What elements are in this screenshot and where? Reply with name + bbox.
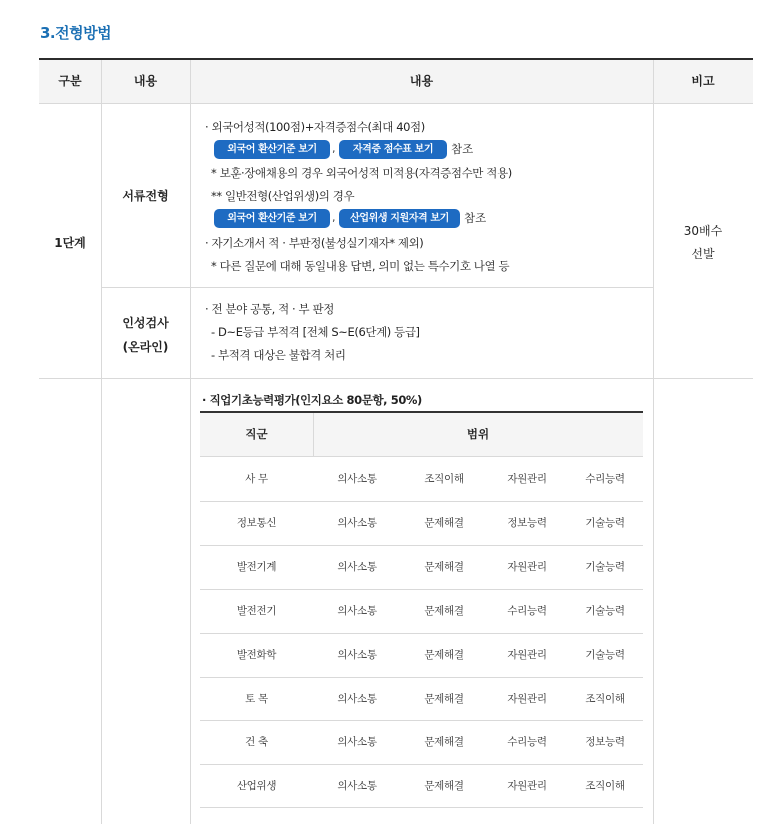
ncs-area: 자원관리 bbox=[507, 561, 547, 573]
ncs-area: 의사소통 bbox=[337, 605, 377, 617]
language-conversion-button-2[interactable]: 외국어 환산기준 보기 bbox=[214, 209, 330, 228]
ncs-area: 수리능력 bbox=[507, 605, 547, 617]
ncs-area: 의사소통 bbox=[337, 736, 377, 748]
ncs-area: 문제해결 bbox=[424, 605, 464, 617]
ncs-job: 발전화학 bbox=[236, 649, 277, 661]
ncs-area: 의사소통 bbox=[337, 780, 377, 792]
certificate-score-button[interactable]: 자격증 점수표 보기 bbox=[339, 140, 447, 159]
ncs-header-range: 범위 bbox=[466, 427, 490, 441]
personality-line-1: · 전 분야 공통, 적 · 부 판정 bbox=[205, 302, 334, 316]
ncs-job: 토 목 bbox=[245, 693, 268, 705]
row-divider bbox=[39, 103, 753, 104]
ncs-title: · 직업기초능력평가(인지요소 80문항, 50%) bbox=[202, 393, 422, 407]
stage-1-note-select: 선발 bbox=[691, 247, 715, 261]
ncs-area: 의사소통 bbox=[337, 473, 377, 485]
ncs-area: 문제해결 bbox=[424, 780, 464, 792]
ncs-area: 조직이해 bbox=[424, 473, 464, 485]
ncs-area: 정보능력 bbox=[507, 517, 547, 529]
col-divider bbox=[101, 60, 102, 824]
ncs-area: 기술능력 bbox=[585, 517, 625, 529]
ncs-area: 조직이해 bbox=[585, 693, 625, 705]
ncs-job: 발전기계 bbox=[236, 561, 277, 573]
header-detail: 내용 bbox=[409, 74, 434, 88]
ncs-job: 정보통신 bbox=[236, 517, 277, 529]
ncs-area: 자원관리 bbox=[507, 473, 547, 485]
industrial-hygiene-button[interactable]: 산업위생 지원자격 보기 bbox=[339, 209, 460, 228]
ncs-area: 문제해결 bbox=[424, 736, 464, 748]
language-conversion-button[interactable]: 외국어 환산기준 보기 bbox=[214, 140, 330, 159]
stage-1-label: 1단계 bbox=[54, 236, 86, 250]
ncs-job: 건 축 bbox=[245, 736, 268, 748]
ncs-job: 사 무 bbox=[245, 473, 268, 485]
stage-1-note-count: 30배수 bbox=[683, 224, 723, 238]
button-separator: , bbox=[332, 211, 336, 224]
doc-line-score: · 외국어성적(100점)+자격증점수(최대 40점) bbox=[205, 120, 425, 134]
ncs-header-job: 직군 bbox=[245, 427, 268, 441]
col-divider bbox=[653, 60, 654, 824]
ncs-area: 의사소통 bbox=[337, 517, 377, 529]
row-divider bbox=[101, 287, 653, 288]
ncs-area: 조직이해 bbox=[585, 780, 625, 792]
ncs-row-divider bbox=[200, 807, 643, 808]
section-title: 3.전형방법 bbox=[40, 24, 112, 42]
doc-line-essay-note: * 다른 질문에 대해 동일내용 답변, 의미 없는 특수기호 나열 등 bbox=[211, 259, 510, 273]
ncs-area: 문제해결 bbox=[424, 693, 464, 705]
doc-line-essay: · 자기소개서 적 · 부판정(불성실기재자* 제외) bbox=[205, 236, 424, 250]
personality-test-label: 인성검사 bbox=[122, 316, 169, 330]
ncs-area: 자원관리 bbox=[507, 780, 547, 792]
header-note: 비고 bbox=[691, 74, 715, 88]
ncs-area: 의사소통 bbox=[337, 693, 377, 705]
ncs-area: 자원관리 bbox=[507, 649, 547, 661]
ncs-area: 기술능력 bbox=[585, 649, 625, 661]
ncs-header-divider bbox=[313, 413, 314, 456]
ncs-area: 수리능력 bbox=[507, 736, 547, 748]
ncs-area: 정보능력 bbox=[585, 736, 625, 748]
doc-line-veteran: * 보훈·장애채용의 경우 외국어성적 미적용(자격증점수만 적용) bbox=[211, 166, 512, 180]
ncs-area: 자원관리 bbox=[507, 693, 547, 705]
doc-ref-2: 참조 bbox=[464, 211, 487, 225]
ncs-area: 문제해결 bbox=[424, 561, 464, 573]
ncs-area: 문제해결 bbox=[424, 649, 464, 661]
document-screening-label: 서류전형 bbox=[122, 189, 169, 203]
personality-line-3: - 부적격 대상은 불합격 처리 bbox=[211, 348, 346, 362]
doc-line-general: ** 일반전형(산업위생)의 경우 bbox=[211, 189, 355, 203]
ncs-job: 산업위생 bbox=[236, 780, 277, 792]
header-content: 내용 bbox=[133, 74, 158, 88]
personality-line-2: - D~E등급 부적격 [전체 S~E(6단계) 등급] bbox=[211, 325, 420, 339]
ncs-area: 기술능력 bbox=[585, 605, 625, 617]
ncs-area: 의사소통 bbox=[337, 649, 377, 661]
ncs-area: 기술능력 bbox=[585, 561, 625, 573]
ncs-area: 문제해결 bbox=[424, 517, 464, 529]
ncs-area: 의사소통 bbox=[337, 561, 377, 573]
row-divider bbox=[39, 378, 753, 379]
ncs-job: 발전전기 bbox=[236, 605, 277, 617]
doc-ref-1: 참조 bbox=[451, 142, 474, 156]
ncs-area: 수리능력 bbox=[585, 473, 625, 485]
header-category: 구분 bbox=[58, 74, 82, 88]
personality-test-sublabel: (온라인) bbox=[122, 340, 169, 354]
col-divider bbox=[190, 60, 191, 824]
button-separator: , bbox=[332, 142, 336, 155]
